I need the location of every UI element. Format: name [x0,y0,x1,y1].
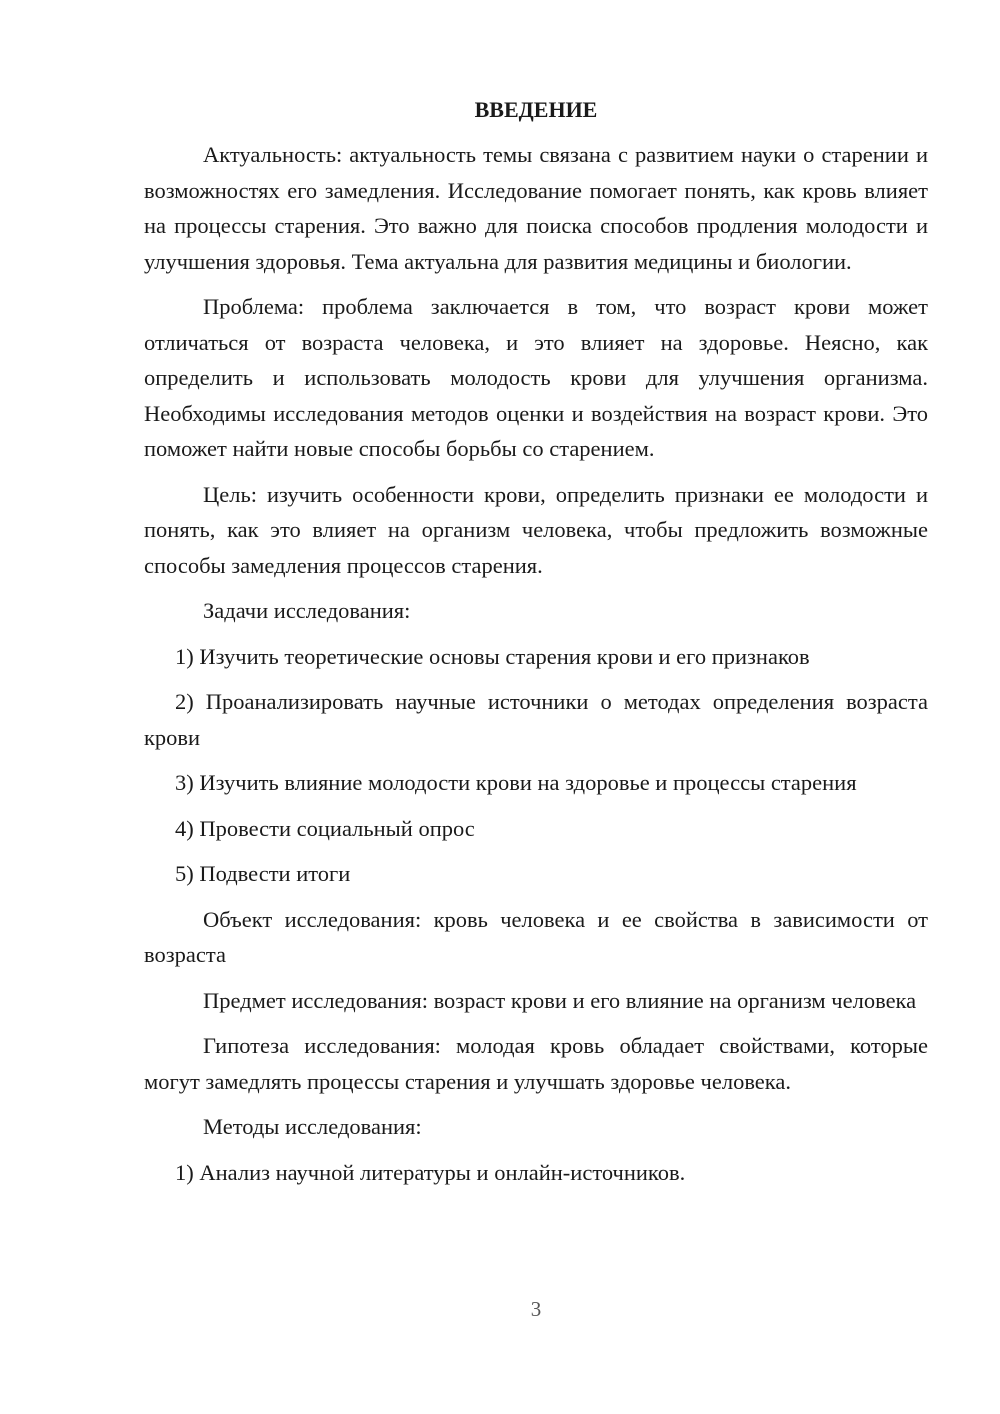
subject-paragraph: Предмет исследования: возраст крови и его влияние на организм человека [203,987,917,1013]
relevance-paragraph: Актуальность: актуальность темы связана с развитием науки о старении и возможностях его замедления. Исследование помогает понять, как кровь влияет на процессы старения. Это важно для поиска способов продления молодости и улучшения здоровья. Тема актуальна для развития медицины и биологии. [144,142,928,274]
document-page [144,92,928,1200]
task-item-3: 3) Изучить влияние молодости крови на здоровье и процессы старения [175,770,857,795]
method-item-1: 1) Анализ научной литературы и онлайн-источников. [175,1159,686,1185]
task-item-4: 4) Провести социальный опрос [175,815,475,841]
methods-label: Методы исследования: [203,1114,422,1139]
goal-paragraph: Цель: изучить особенности крови, определить признаки ее молодости и понять, как это влияет на организм человека, чтобы предложить возможные способы замедления процессов старения. [144,481,928,578]
task-item-5: 5) Подвести итоги [175,861,351,886]
problem-paragraph: Проблема: проблема заключается в том, что возраст крови может отличаться от возраста человека, и это влияет на здоровье. Неясно, как определить и использовать молодость крови для улучшения организма. Необходимы исследования методов оценки и воздействия на возраст крови. Это поможет найти новые способы борьбы со старением. [144,294,928,461]
hypothesis-paragraph: Гипотеза исследования: молодая кровь обладает свойствами, которые могут замедлять процессы старения и улучшать здоровье человека. [144,1033,928,1094]
object-paragraph: Объект исследования: кровь человека и ее свойства в зависимости от возраста [144,906,928,967]
task-item-1: 1) Изучить теоретические основы старения крови и его признаков [175,643,810,669]
section-heading: ВВЕДЕНИЕ [474,97,598,122]
task-item-2: 2) Проанализировать научные источники о методах определения возраста крови [144,689,928,750]
page-number: 3 [530,1297,542,1321]
tasks-label: Задачи исследования: [203,598,411,623]
